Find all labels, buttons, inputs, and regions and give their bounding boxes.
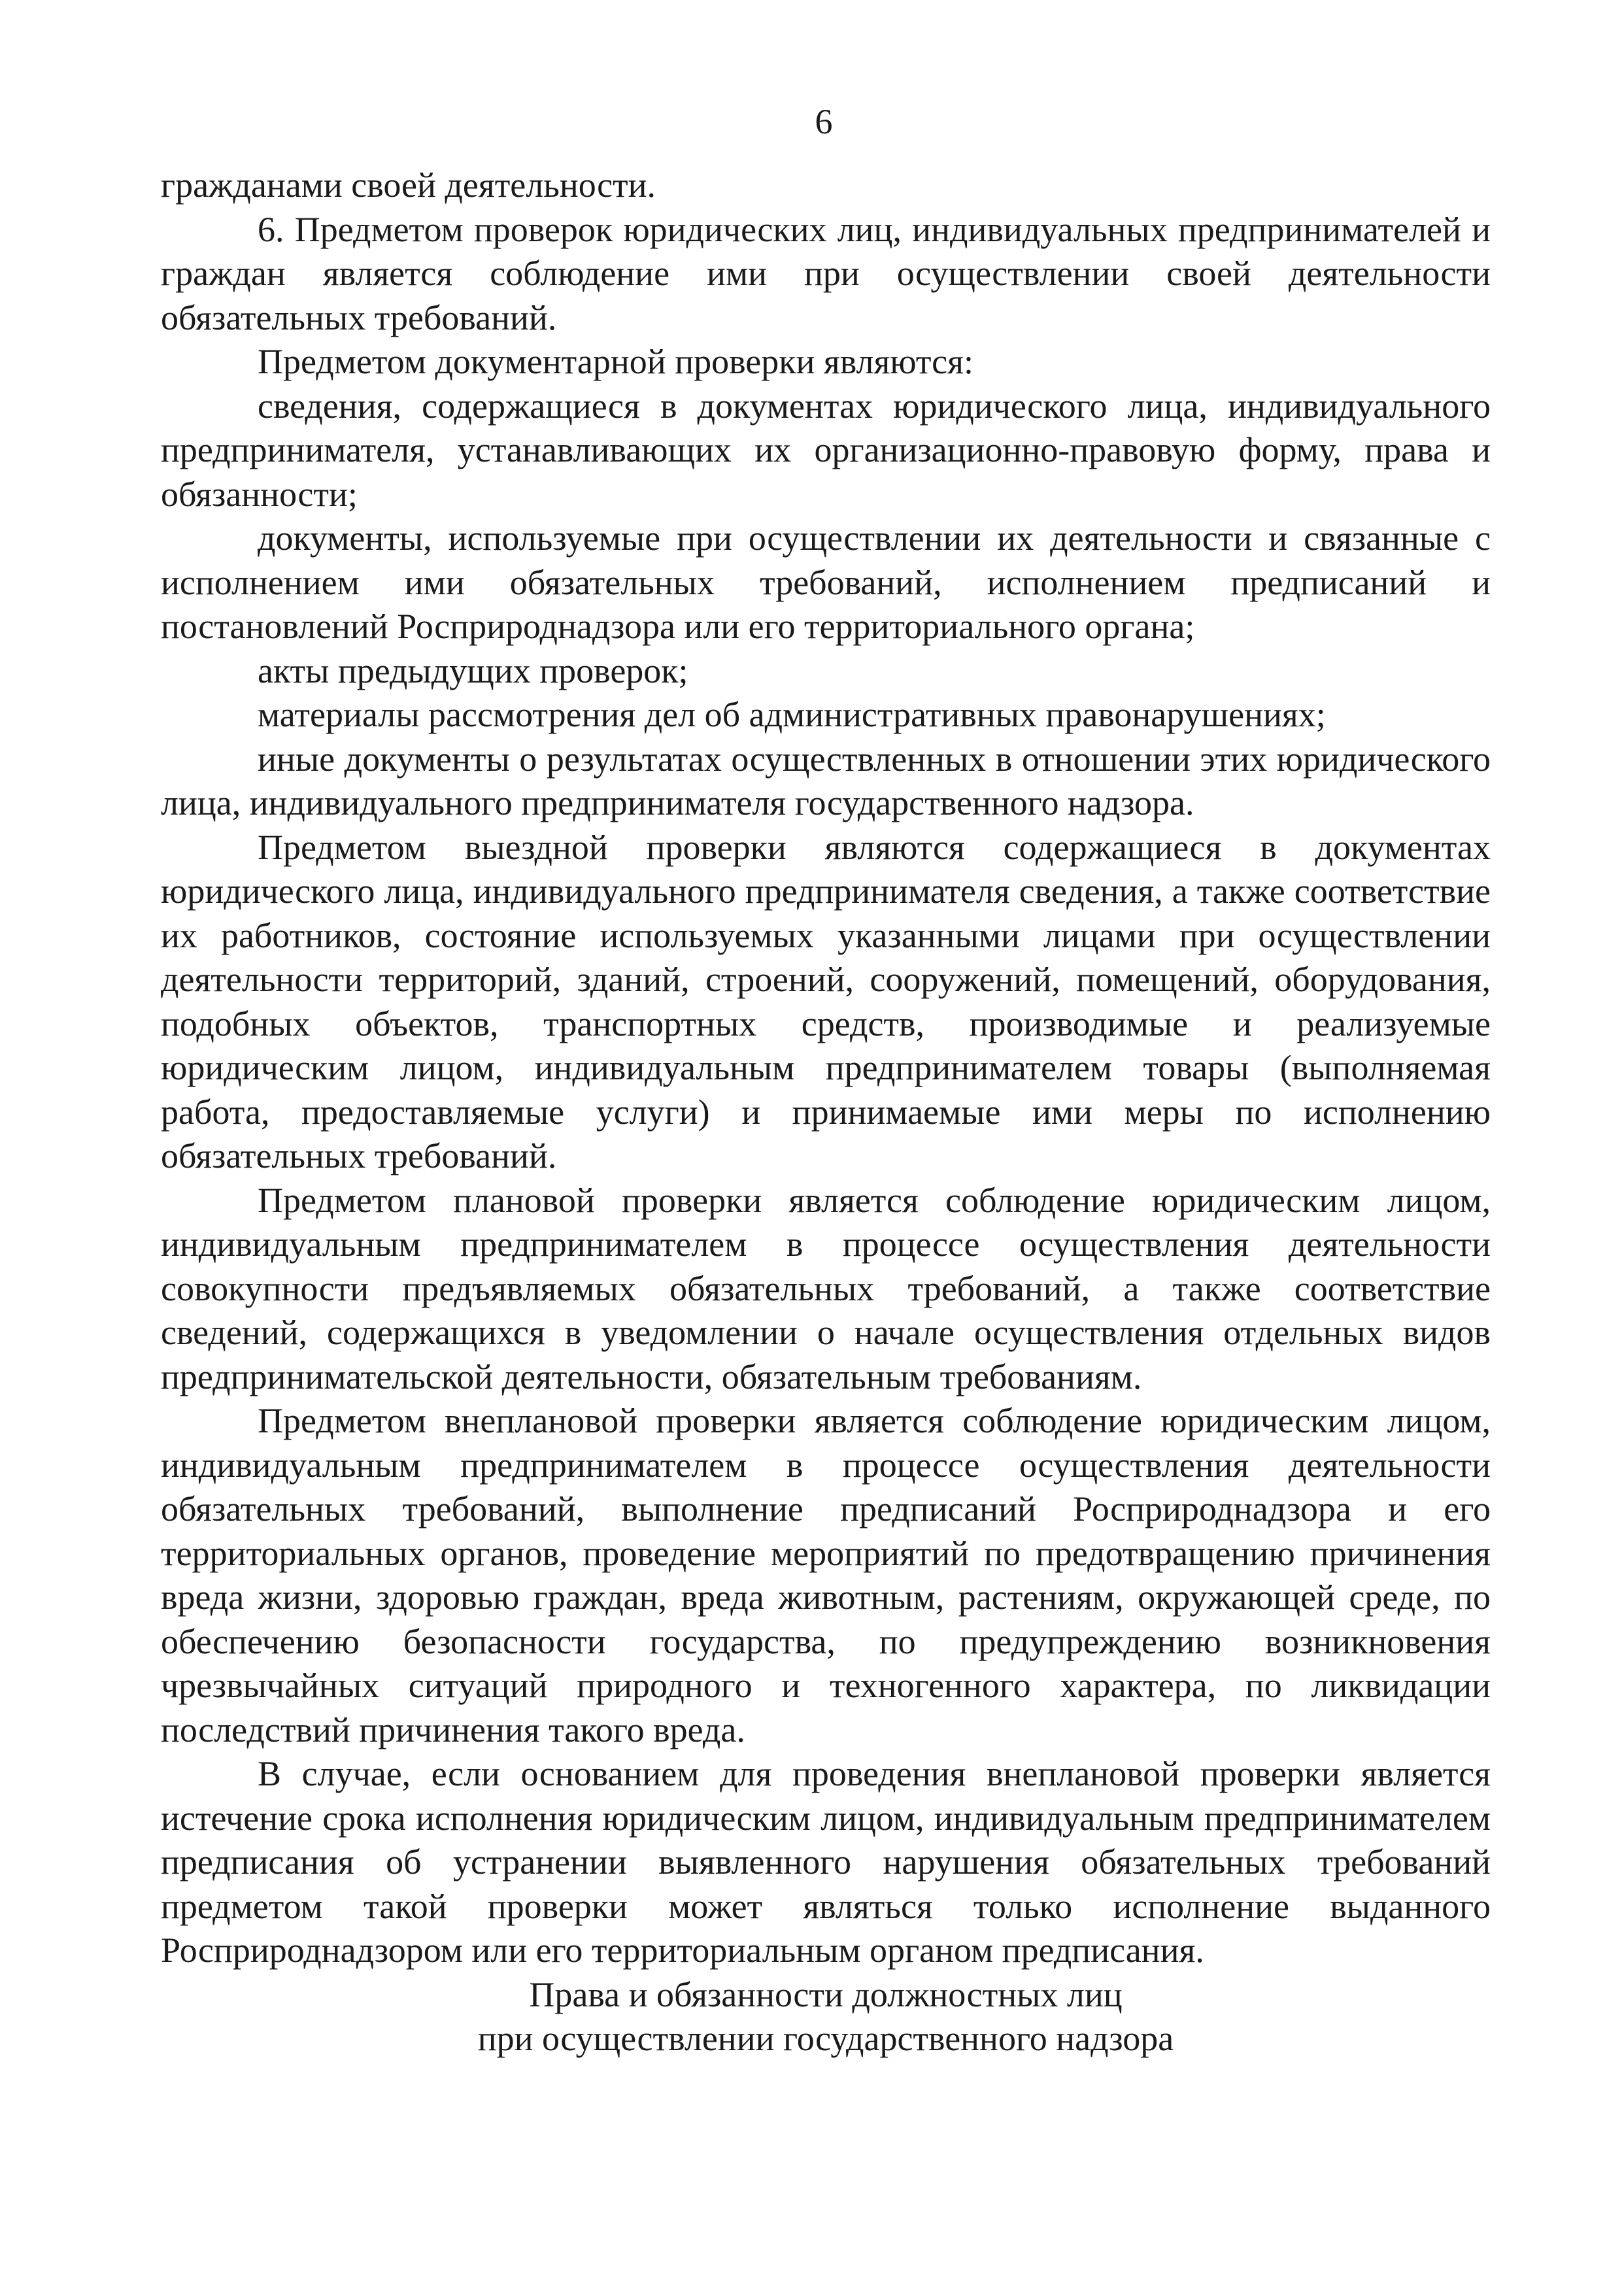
page-number: 6 xyxy=(815,102,833,141)
paragraph: Предметом документарной проверки являются: xyxy=(258,342,973,381)
paragraph: Предметом плановой проверки является соблюдение юридическим лицом, индивидуальным предпринимателем в процессе осуществления деятельности совокупности предъявляемых обязательных требований, а также соответствие сведений, содержащихся в уведомлении о начале осуществления отдельных видов предпринимательской деятельности, обязательным требованиям. xyxy=(161,1180,1491,1396)
paragraph: иные документы о результатах осуществленных в отношении этих юридического лица, индивидуального предпринимателя государственного надзора. xyxy=(161,739,1491,822)
paragraph: Предметом внеплановой проверки является соблюдение юридическим лицом, индивидуальным предпринимателем в процессе осуществления деятельности обязательных требований, выполнение предписаний Росприроднадзора и его территориальных органов, проведение мероприятий по предотвращению причинения вреда жизни, здоровью граждан, вреда животным, растениям, окружающей среде, по обеспечению безопасности государства, по предупреждению возникновения чрезвычайных ситуаций природного и техногенного характера, по ликвидации последствий причинения такого вреда. xyxy=(161,1401,1491,1749)
section-heading-line-1: Права и обязанности должностных лиц xyxy=(529,1974,1123,2014)
paragraph: В случае, если основанием для проведения внеплановой проверки является истечение срока исполнения юридическим лицом, индивидуальным предпринимателем предписания об устранении выявленного нарушения обязательных требований предметом такой проверки может являться только исполнение выданного Росприроднадзором или его территориальным органом предписания. xyxy=(161,1754,1491,1970)
section-heading-line-2: при осуществлении государственного надзора xyxy=(477,2019,1174,2058)
paragraph: акты предыдущих проверок; xyxy=(258,650,688,690)
document-body xyxy=(161,163,1491,2061)
paragraph: документы, используемые при осуществлении их деятельности и связанные с исполнением ими обязательных требований, исполнением предписаний и постановлений Росприроднадзора или его территориального органа; xyxy=(161,518,1491,646)
paragraph: 6. Предметом проверок юридических лиц, индивидуальных предпринимателей и граждан является соблюдение ими при осуществлении своей деятельности обязательных требований. xyxy=(161,209,1491,337)
paragraph: Предметом выездной проверки являются содержащиеся в документах юридического лица, индивидуального предпринимателя сведения, а также соответствие их работников, состояние используемых указанными лицами при осуществлении деятельности территорий, зданий, строений, сооружений, помещений, оборудования, подобных объектов, транспортных средств, производимые и реализуемые юридическим лицом, индивидуальным предпринимателем товары (выполняемая работа, предоставляемые услуги) и принимаемые ими меры по исполнению обязательных требований. xyxy=(161,827,1491,1175)
paragraph: гражданами своей деятельности. xyxy=(161,165,656,205)
paragraph: сведения, содержащиеся в документах юридического лица, индивидуального предпринимателя, устанавливающих их организационно-правовую форму, права и обязанности; xyxy=(161,386,1491,514)
paragraph: материалы рассмотрения дел об административных правонарушениях; xyxy=(258,695,1326,734)
